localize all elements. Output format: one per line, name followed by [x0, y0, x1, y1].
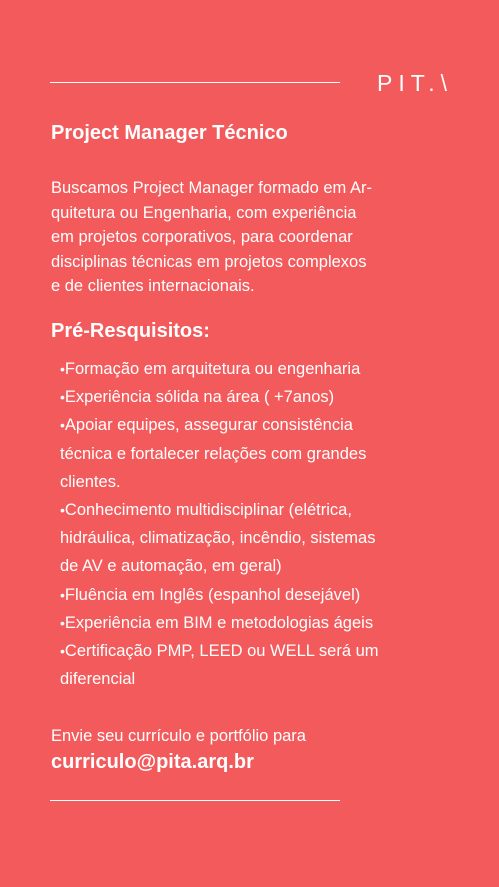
- job-description: [51, 176, 451, 299]
- requirement-item: •Experiência em BIM e metodologias ágeis: [60, 613, 374, 632]
- application-instructions: Envie seu currículo e portfólio para: [51, 727, 306, 745]
- description-line: disciplinas técnicas em projetos complexos: [51, 252, 367, 271]
- description-line: quitetura ou Engenharia, com experiência: [51, 203, 357, 222]
- requirements-list: [60, 355, 460, 693]
- bullet-icon: •: [60, 614, 65, 631]
- requirement-item: •Certificação PMP, LEED ou WELL será um diferencial: [60, 642, 379, 689]
- description-line: e de clientes internacionais.: [51, 277, 255, 296]
- requirement-item: •Formação em arquitetura ou engenharia: [60, 360, 361, 378]
- bullet-icon: •: [60, 361, 65, 377]
- bullet-icon: •: [60, 389, 65, 406]
- bottom-divider: [50, 800, 340, 801]
- requirement-item: •Apoiar equipes, assegurar consistência técnica e fortalecer relações com grandes clientes.: [60, 416, 367, 491]
- contact-email: curriculo@pita.arq.br: [51, 751, 254, 773]
- description-line: em projetos corporativos, para coordenar: [51, 228, 353, 247]
- description-line: Buscamos Project Manager formado em Ar-: [51, 179, 372, 197]
- top-divider: [50, 82, 340, 83]
- pita-logo: PIT.\: [377, 70, 454, 96]
- job-title: Project Manager Técnico: [51, 122, 288, 144]
- bullet-icon: •: [60, 586, 65, 603]
- requirement-item: •Conhecimento multidisciplinar (elétrica, hidráulica, climatização, incêndio, sistemas de AV e automação, em geral): [60, 501, 376, 576]
- bullet-icon: •: [60, 417, 65, 434]
- requirement-item: •Fluência em Inglês (espanhol desejável): [60, 585, 361, 604]
- bullet-icon: •: [60, 643, 65, 660]
- requirements-heading: Pré-Resquisitos:: [51, 320, 210, 342]
- bullet-icon: •: [60, 502, 65, 519]
- requirement-item: •Experiência sólida na área ( +7anos): [60, 388, 335, 407]
